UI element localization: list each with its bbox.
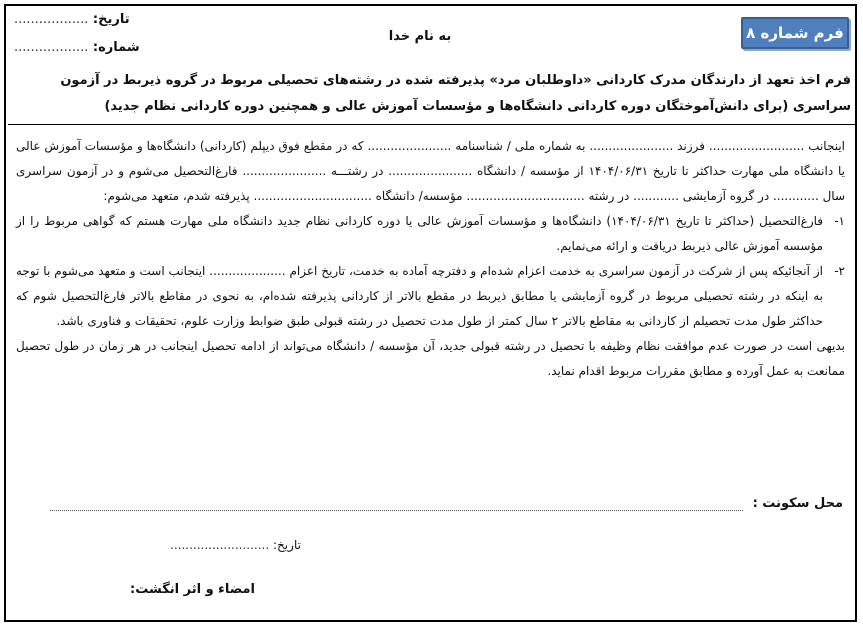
closing-paragraph: بدیهی است در صورت عدم موافقت نظام وظیفه با تحصیل در رشته قبولی جدید، آن مؤسسه / دانشگاه می‌تواند از ادامه تحصیل اینجانب در هر زمان در طول تحصیل ممانعت به عمل آورده و مطابق مقررات مربوط اقدام نماید.	[16, 339, 845, 378]
header-number-dots: ..................	[14, 40, 89, 55]
signature-label: امضاء و اثر انگشت:	[130, 582, 256, 597]
header-date-label: تاریخ:	[92, 12, 130, 27]
residence-fill-line	[50, 510, 743, 511]
header-number-field	[14, 40, 140, 55]
form-body	[16, 134, 845, 384]
item-2-text: از آنجائیکه پس از شرکت در آزمون سراسری به خدمت اعزام شده‌ام و دفترچه آماده به خدمت، تاریخ اعزام .................... اینجانب است و متعهد می‌شوم با توجه به اینکه در رشته تحصیلی مربوط در گروه آزمایشی یا مطابق ذیربط در مقطع بالاتر از کاردانی پذیرفته شده‌ام، به نحوی در مقاطع بالاتر فارغ‌التحصیل شوم که حداکثر طول مدت تحصیلم از کاردانی به مقاطع بالاتر ۲ سال کمتر از طول مدت تحصیل در رشته قبولی طبق ضوابط وزارت علوم، تحقیقات و فناوری باشد.	[16, 264, 823, 328]
signature-date-field	[170, 538, 301, 552]
signature-date-dots: ..........................	[170, 538, 270, 552]
form-number-badge	[741, 17, 849, 49]
residence-label: محل سکونت :	[752, 496, 843, 511]
commitment-item-2	[16, 259, 845, 334]
header-date-dots: ..................	[14, 12, 89, 27]
header-number-label: شماره:	[92, 40, 140, 55]
item-1-text: فارغ‌التحصیل (حداکثر تا تاریخ ۱۴۰۴/۰۶/۳۱) دانشگاه‌ها و مؤسسات آموزش عالی یا دوره کاردانی نظام جدید دانشگاه ملی مهارت هستم که گواهی مربوط را از مؤسسه آموزش عالی ذیربط دریافت و ارائه می‌نمایم.	[16, 214, 824, 253]
signature-date-label: تاریخ:	[273, 538, 301, 552]
intro-paragraph: اینجانب ......................... فرزند ...................... به شماره ملی / شناسنامه ...................... که در مقطع فوق دیپلم (کاردانی) دانشگاه‌ها و مؤسسات آموزش عالی یا دانشگاه ملی مهارت حداکثر تا تاریخ ۱۴۰۴/۰۶/۳۱ از مؤسسه / دانشگاه ...................... در رشتـــه ...................... فارغ‌التحصیل می‌شوم و در آزمون سراسری سال ............ در گروه آزمایشی ............ در رشته ............................... مؤسسه/ دانشگاه ............................... پذیرفته شدم، متعهد می‌شوم:	[16, 139, 845, 203]
form-title: فرم اخذ تعهد از دارندگان مدرک کاردانی «داوطلبان مرد» پذیرفته شده در رشته‌های تحصیلی مربوط در گروه ذیربط در آزمون سراسری (برای دانش‌آموختگان دوره کاردانی دانشگاه‌ها و مؤسسات آموزش عالی و همچنین دوره کاردانی نظام جدید)	[60, 73, 851, 114]
item-1-number: ۱-	[834, 214, 845, 228]
header-date-field	[14, 12, 130, 27]
item-2-number: ۲-	[834, 264, 845, 278]
title-divider	[8, 124, 855, 125]
bismillah-heading: به نام خدا	[388, 29, 452, 44]
form-number-label: فرم شماره ۸	[746, 24, 844, 42]
commitment-item-1	[16, 209, 845, 259]
